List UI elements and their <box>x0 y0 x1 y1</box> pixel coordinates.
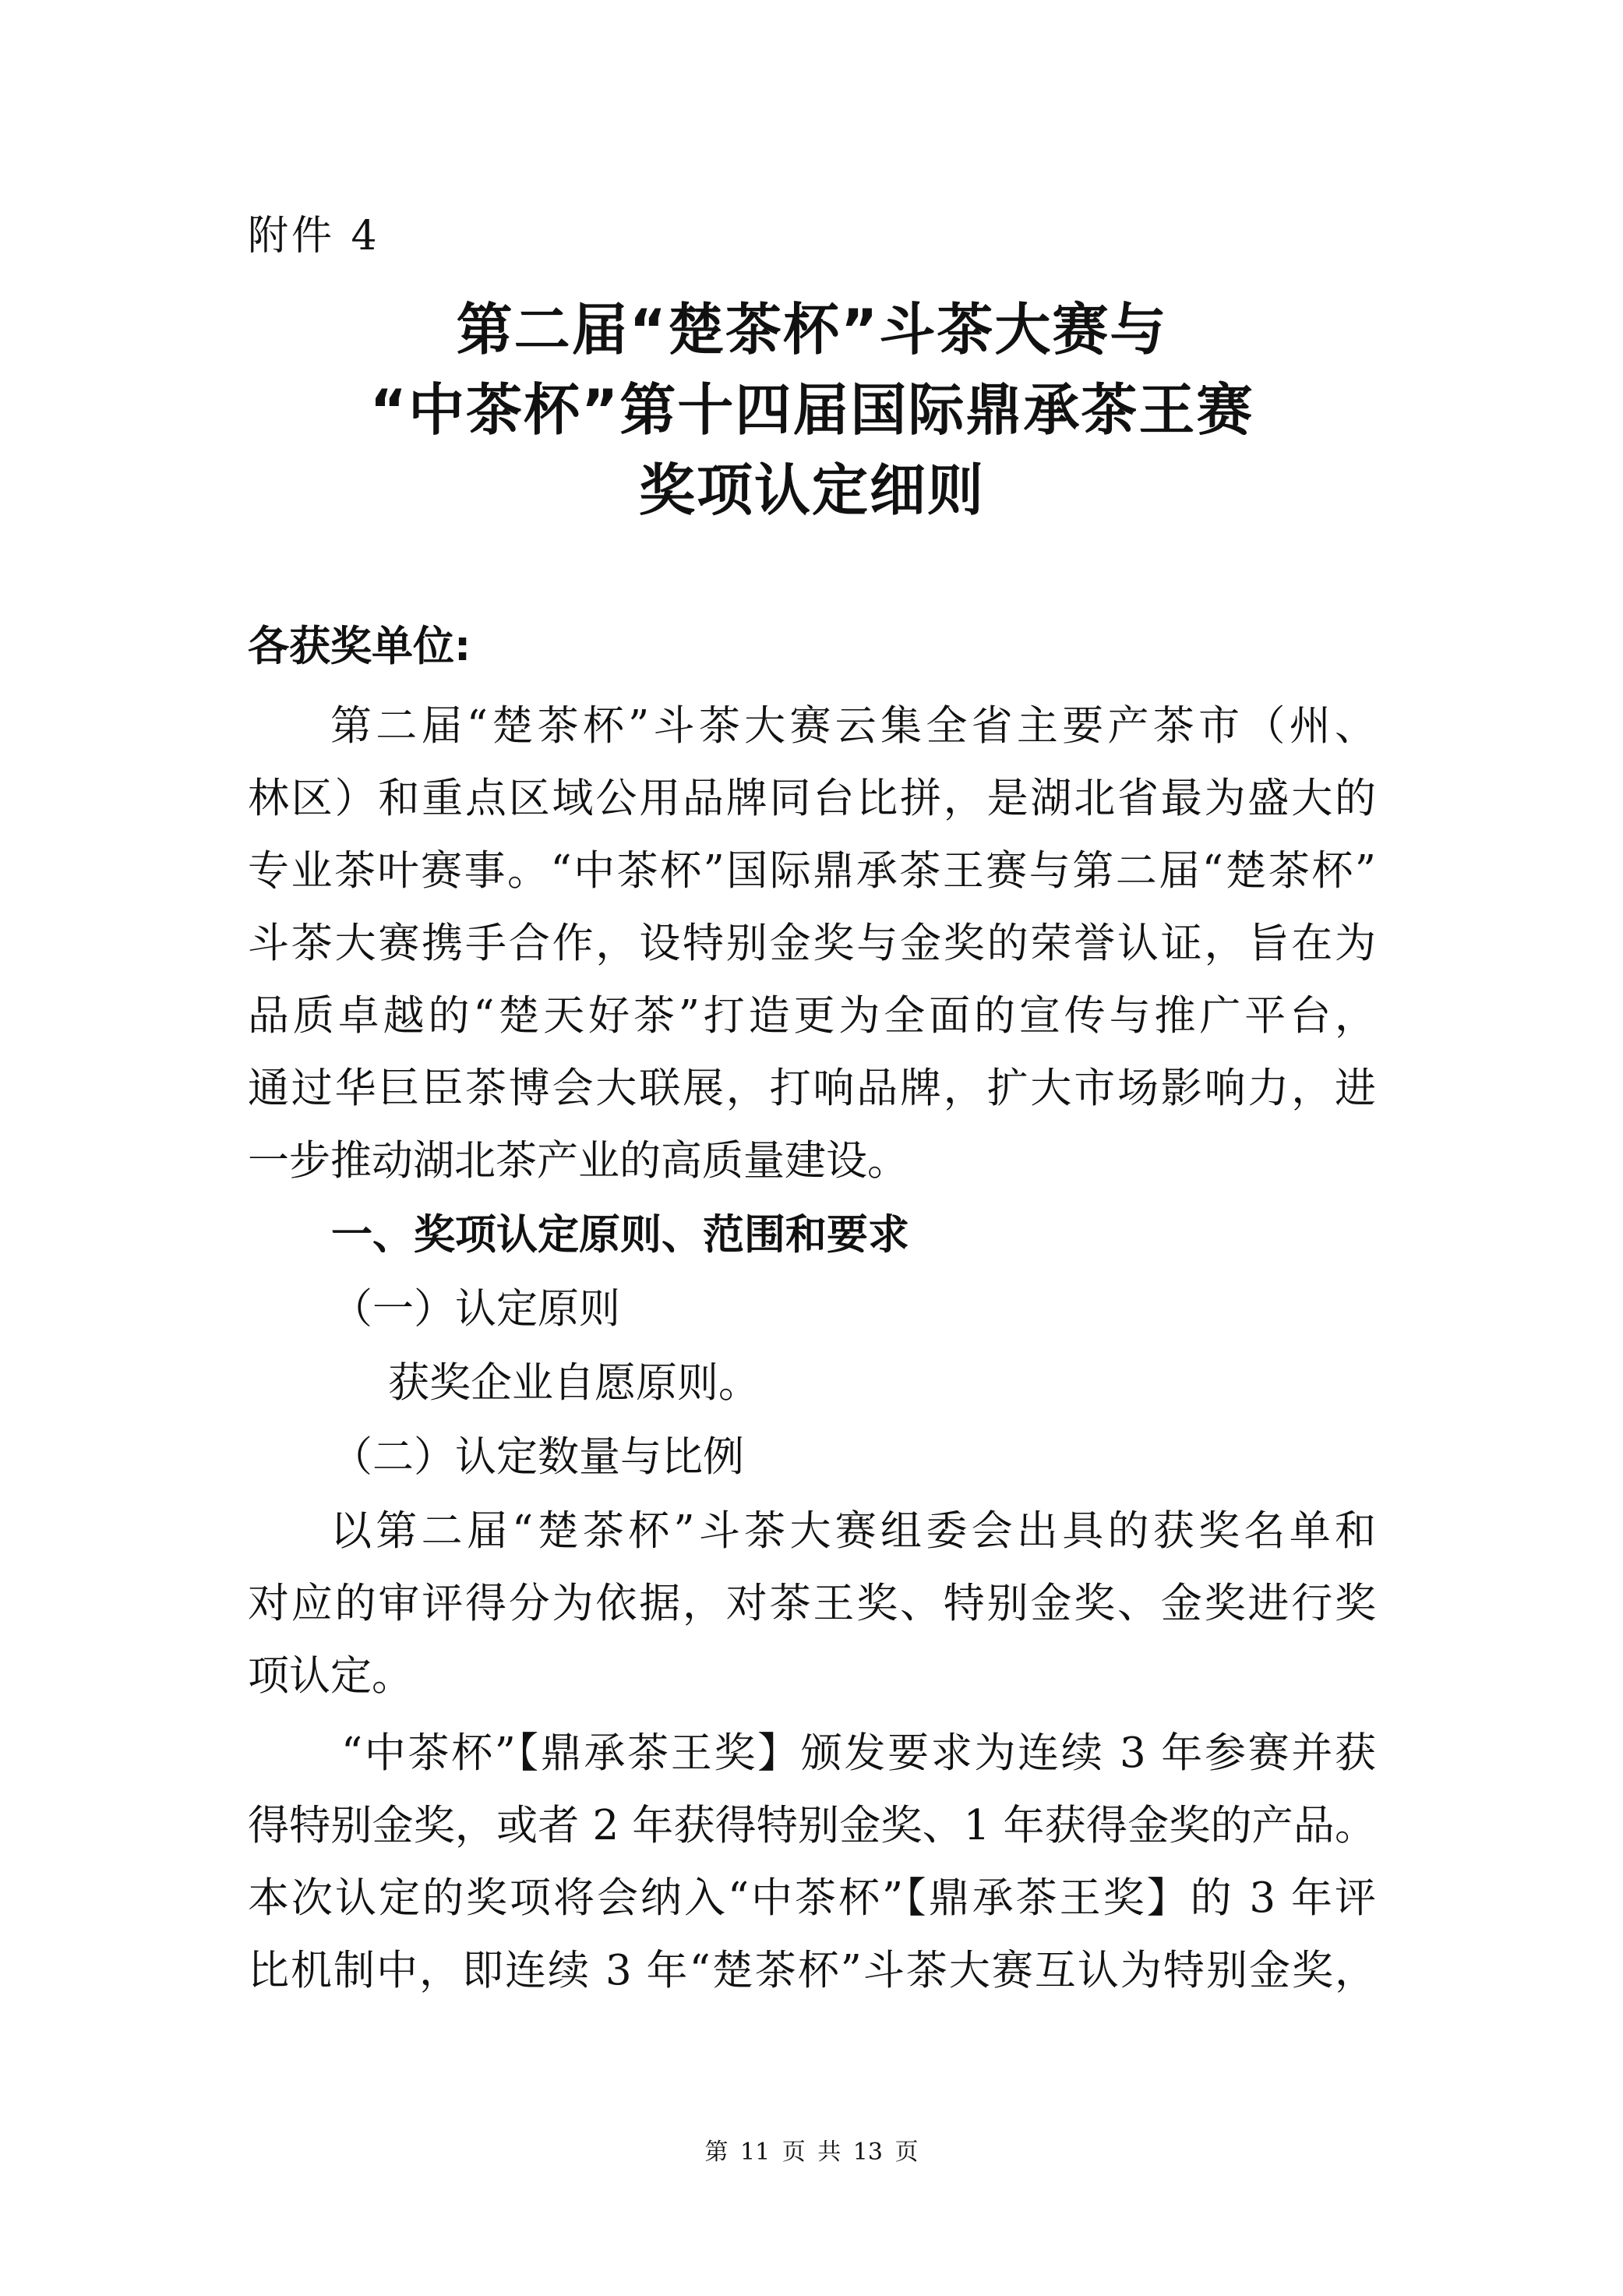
intro-line: 通过华巨臣茶博会大联展，打响品牌，扩大市场影响力，进 <box>248 1065 1376 1112</box>
attachment-label: 附件 4 <box>248 213 380 260</box>
intro-line: 林区）和重点区域公用品牌同台比拼，是湖北省最为盛大的 <box>248 775 1376 822</box>
title-line: 第二届“楚茶杯”斗茶大赛与 <box>456 297 1168 362</box>
intro-line: 品质卓越的“楚天好茶”打造更为全面的宣传与推广平台， <box>248 992 1376 1040</box>
quota-line: 对应的审评得分为依据，对茶王奖、特别金奖、金奖进行奖 <box>248 1580 1376 1627</box>
intro-line: 一步推动湖北茶产业的高质量建设。 <box>248 1137 909 1185</box>
page-footer: 第 11 页 共 13 页 <box>704 2139 919 2166</box>
award-line: “中茶杯”【鼎承茶王奖】颁发要求为连续 3 年参赛并获 <box>341 1729 1376 1777</box>
subsection-text: 获奖企业自愿原则。 <box>388 1359 760 1407</box>
title-line: 奖项认定细则 <box>638 457 985 523</box>
document-title <box>248 290 1376 531</box>
salutation: 各获奖单位: <box>248 623 471 670</box>
award-line: 本次认定的奖项将会纳入“中茶杯”【鼎承茶王奖】的 3 年评 <box>248 1874 1376 1922</box>
title-line: “中茶杯”第十四届国际鼎承茶王赛 <box>369 377 1254 443</box>
intro-line: 第二届“楚茶杯”斗茶大赛云集全省主要产茶市（州、 <box>330 702 1376 750</box>
award-line: 比机制中，即连续 3 年“楚茶杯”斗茶大赛互认为特别金奖， <box>248 1947 1376 1994</box>
award-line: 得特别金奖，或者 2 年获得特别金奖、1 年获得金奖的产品。 <box>248 1802 1376 1849</box>
intro-line: 专业茶叶赛事。“中茶杯”国际鼎承茶王赛与第二届“楚茶杯” <box>248 847 1376 895</box>
quota-line: 以第二届“楚茶杯”斗茶大赛组委会出具的获奖名单和 <box>330 1507 1376 1555</box>
subsection-heading: （一）认定原则 <box>331 1285 620 1333</box>
quota-line: 项认定。 <box>248 1652 413 1700</box>
section-heading: 一、奖项认定原则、范围和要求 <box>331 1211 909 1259</box>
subsection-heading: （二）认定数量与比例 <box>331 1433 744 1481</box>
intro-line: 斗茶大赛携手合作，设特别金奖与金奖的荣誉认证，旨在为 <box>248 920 1376 967</box>
